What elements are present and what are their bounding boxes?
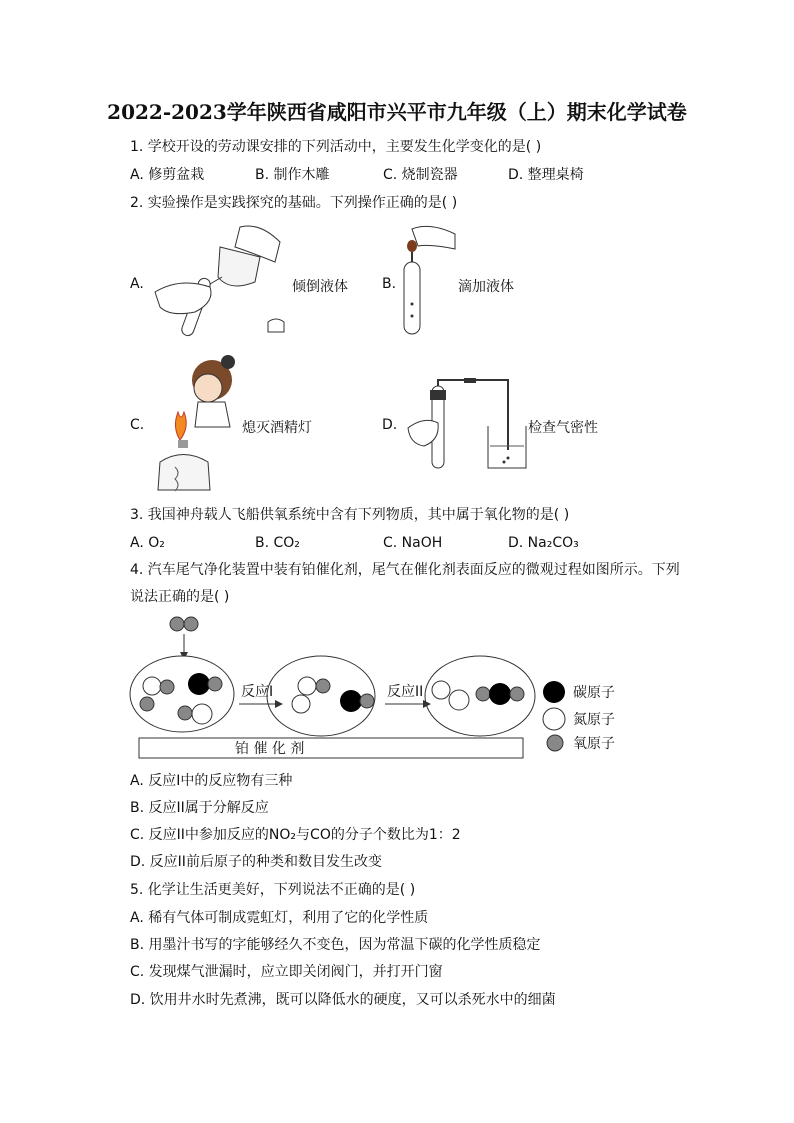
legend-carbon: 碳原子 <box>573 685 615 701</box>
q1-option-a[interactable]: A. 修剪盆栽 <box>130 167 205 183</box>
reaction-1-label: 反应I <box>241 684 274 700</box>
q5-option-a[interactable]: A. 稀有气体可制成霓虹灯，利用了它的化学性质 <box>130 910 429 926</box>
reaction-2-label: 反应II <box>387 684 424 700</box>
q2-stem: 2. 实验操作是实践探究的基础。下列操作正确的是( ) <box>130 195 458 211</box>
q1-option-d[interactable]: D. 整理桌椅 <box>508 167 584 183</box>
legend-nitrogen: 氮原子 <box>573 712 615 728</box>
legend-oxygen: 氧原子 <box>573 736 615 752</box>
q5-option-c[interactable]: C. 发现煤气泄漏时，应立即关闭阀门，并打开门窗 <box>130 964 443 980</box>
q4-stem-line2: 说法正确的是( ) <box>130 589 230 605</box>
catalyst-label: 铂 催 化 剂 <box>235 741 305 757</box>
q5-option-b[interactable]: B. 用墨汁书写的字能够经久不变色，因为常温下碳的化学性质稳定 <box>130 937 541 953</box>
q3-option-a[interactable]: A. O₂ <box>130 535 165 551</box>
dropper-figure <box>400 224 460 339</box>
q4-option-b[interactable]: B. 反应II属于分解反应 <box>130 800 269 816</box>
q2-caption-c: 熄灭酒精灯 <box>242 420 312 436</box>
q3-option-d[interactable]: D. Na₂CO₃ <box>508 535 579 551</box>
alcohol-lamp-figure <box>150 352 245 494</box>
q4-option-d[interactable]: D. 反应II前后原子的种类和数目发生改变 <box>130 854 382 870</box>
q5-stem: 5. 化学让生活更美好，下列说法不正确的是( ) <box>130 882 416 898</box>
airtightness-figure <box>404 378 529 473</box>
q2-option-b-label[interactable]: B. <box>382 276 397 292</box>
q2-caption-d: 检查气密性 <box>528 420 598 436</box>
page-title: 2022-2023学年陕西省咸阳市兴平市九年级（上）期末化学试卷 <box>107 100 687 124</box>
q4-stem-line1: 4. 汽车尾气净化装置中装有铂催化剂，尾气在催化剂表面反应的微观过程如图所示。下列 <box>130 562 680 578</box>
q2-option-d-label[interactable]: D. <box>382 417 398 433</box>
q1-option-c[interactable]: C. 烧制瓷器 <box>383 167 458 183</box>
pour-liquid-figure <box>150 222 290 347</box>
q3-option-c[interactable]: C. NaOH <box>383 535 443 551</box>
reaction-diagram <box>125 612 625 762</box>
q2-option-a-label[interactable]: A. <box>130 276 144 292</box>
q3-stem: 3. 我国神舟载人飞船供氧系统中含有下列物质，其中属于氧化物的是( ) <box>130 507 570 523</box>
q1-option-b[interactable]: B. 制作木雕 <box>255 167 330 183</box>
q2-caption-a: 倾倒液体 <box>292 279 348 295</box>
q3-option-b[interactable]: B. CO₂ <box>255 535 300 551</box>
q2-option-c-label[interactable]: C. <box>130 417 145 433</box>
q2-caption-b: 滴加液体 <box>458 279 514 295</box>
q1-stem: 1. 学校开设的劳动课安排的下列活动中，主要发生化学变化的是( ) <box>130 139 542 155</box>
q4-option-a[interactable]: A. 反应I中的反应物有三种 <box>130 773 293 789</box>
q5-option-d[interactable]: D. 饮用井水时先煮沸，既可以降低水的硬度，又可以杀死水中的细菌 <box>130 992 556 1008</box>
q4-option-c[interactable]: C. 反应II中参加反应的NO₂与CO的分子个数比为1：2 <box>130 827 461 843</box>
